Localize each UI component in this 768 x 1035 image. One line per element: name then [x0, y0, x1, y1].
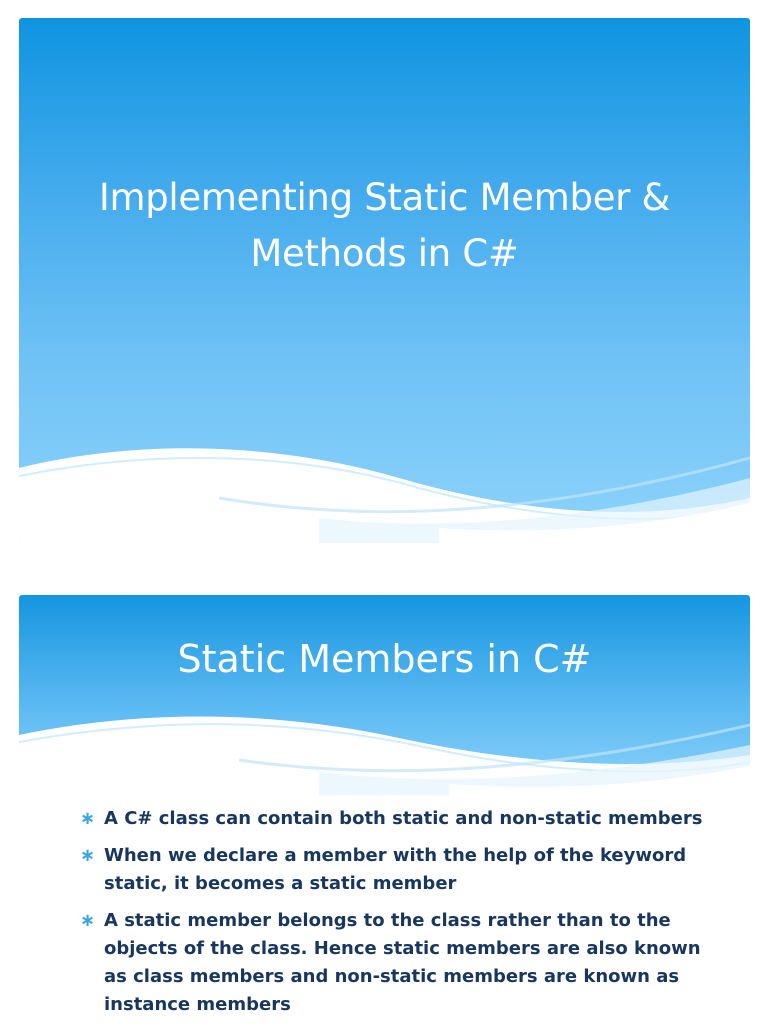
page-title: [19, 170, 750, 282]
title-line-1: Implementing Static Member &: [98, 176, 671, 219]
list-item: [19, 805, 719, 833]
content-slide: [19, 595, 750, 1035]
title-line-2: Methods in C#: [250, 232, 519, 275]
list-item: [19, 907, 719, 1019]
bullet-text: When we declare a member with the help of the keyword static, it becomes a static member: [104, 845, 687, 894]
list-item: [19, 842, 719, 898]
content-slide-wave-decoration: [19, 700, 750, 795]
slide-heading: Static Members in C#: [177, 637, 592, 681]
bullet-icon: ∗: [80, 808, 96, 829]
bullet-icon: ∗: [80, 845, 96, 866]
bullet-text: A C# class can contain both static and non-static members: [104, 808, 703, 829]
title-slide: [19, 18, 750, 543]
bullet-list: [19, 805, 719, 1028]
title-slide-wave-decoration: [19, 428, 750, 543]
bullet-text: A static member belongs to the class rather than to the objects of the class. Hence static members are also known as class members and non-static members are known as instance members: [104, 910, 701, 1015]
bullet-icon: ∗: [80, 910, 96, 931]
